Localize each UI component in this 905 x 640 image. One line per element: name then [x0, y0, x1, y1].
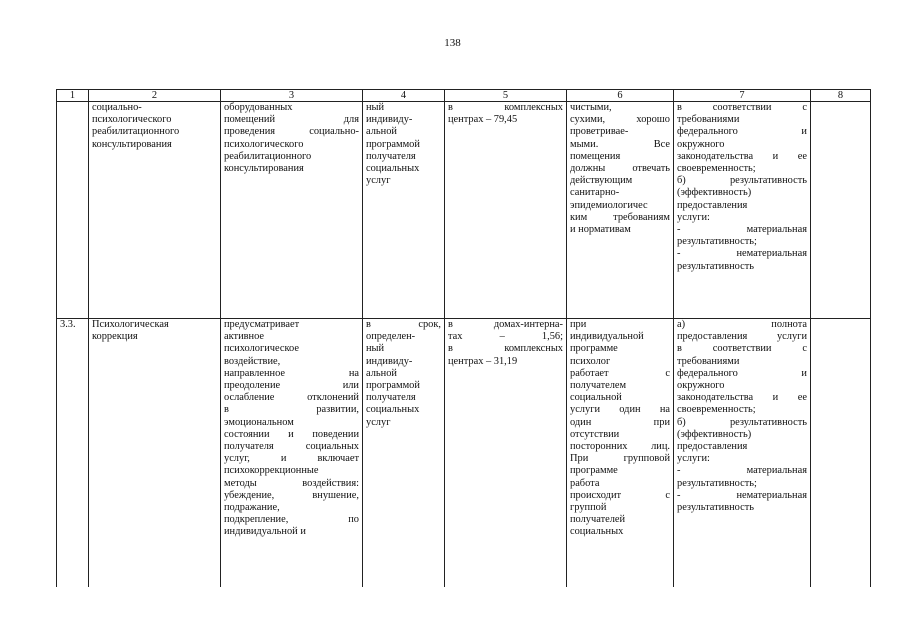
- cell-line: программой: [366, 380, 420, 392]
- cell-line: ослабление отклонений: [224, 392, 359, 404]
- cell-line: индивидуальной и: [224, 526, 306, 538]
- cell-line: услуги:: [677, 211, 710, 223]
- cell-line: социальных: [366, 163, 420, 175]
- cell-line: альной: [366, 367, 397, 379]
- cell-line: результативность: [677, 260, 755, 272]
- cell-line: услуг: [366, 416, 391, 428]
- cell-conditions: [567, 319, 674, 588]
- column-number: 7: [674, 90, 811, 102]
- cell-line: своевременность;: [677, 404, 756, 416]
- cell-line: индивидуальной: [570, 331, 644, 343]
- services-table: [56, 89, 871, 587]
- cell-line: убеждение, внушение,: [224, 489, 359, 501]
- cell-line: требованиями: [677, 355, 740, 367]
- cell-line: при: [570, 319, 587, 330]
- cell-line: федерального и: [677, 367, 807, 379]
- cell-line: (эффективность): [677, 187, 752, 199]
- column-number: 5: [445, 90, 567, 102]
- cell-line: подкрепление, по: [224, 514, 359, 526]
- cell-line: группой: [570, 502, 607, 514]
- page-number: 138: [444, 37, 461, 49]
- cell-line: и нормативам: [570, 224, 631, 236]
- cell-term: [363, 102, 445, 319]
- cell-line: получателя: [366, 150, 416, 162]
- cell-line: получателя: [366, 392, 416, 404]
- cell-line: психологического: [224, 138, 304, 150]
- cell-line: сухими, хорошо: [570, 114, 670, 126]
- cell-line: альной: [366, 126, 397, 138]
- column-number: 6: [567, 90, 674, 102]
- cell-service-name: [89, 319, 221, 588]
- cell-line: - нематериальная: [677, 489, 807, 501]
- cell-line: в домах-интерна-: [448, 319, 563, 330]
- cell-line: получателя социальных: [224, 441, 359, 453]
- cell-line: методы воздействия:: [224, 477, 359, 489]
- cell-number: [57, 319, 89, 588]
- cell-notes: [811, 319, 871, 588]
- cell-line: отсутствии: [570, 428, 620, 440]
- cell-line: реабилитационного: [224, 150, 312, 162]
- cell-line: результативность;: [677, 236, 757, 248]
- column-number: 4: [363, 90, 445, 102]
- cell-line: своевременность;: [677, 163, 756, 175]
- cell-line: в соответствии с: [677, 343, 807, 355]
- cell-line: программе: [570, 465, 618, 477]
- cell-line: результативность: [677, 502, 755, 514]
- column-number: 1: [57, 90, 89, 102]
- cell-line: услуг, и включает: [224, 453, 359, 465]
- cell-line: реабилитационного: [92, 126, 180, 138]
- cell-line: чистыми,: [570, 102, 612, 113]
- cell-line: 3.3.: [60, 319, 76, 330]
- cell-description: [221, 319, 363, 588]
- cell-line: предусматривает: [224, 319, 300, 330]
- cell-line: в комплексных: [448, 102, 563, 113]
- cell-line: консультирования: [224, 163, 304, 175]
- cell-line: мыми. Все: [570, 138, 670, 150]
- cell-line: ный: [366, 102, 385, 113]
- cell-line: в комплексных: [448, 343, 563, 355]
- table-row: [57, 102, 871, 319]
- cell-line: психологическое: [224, 343, 299, 355]
- cell-line: проветривае-: [570, 126, 629, 138]
- cell-line: психологического: [92, 114, 172, 126]
- cell-line: услуг: [366, 175, 391, 187]
- cell-line: помещения: [570, 150, 621, 162]
- cell-line: (эффективность): [677, 428, 752, 440]
- cell-line: услуги один на: [570, 404, 670, 416]
- cell-notes: [811, 102, 871, 319]
- cell-line: - материальная: [677, 224, 807, 236]
- cell-line: один при: [570, 416, 670, 428]
- cell-tariff: [445, 319, 567, 588]
- cell-line: происходит с: [570, 489, 670, 501]
- column-number: 2: [89, 90, 221, 102]
- cell-line: работает с: [570, 367, 670, 379]
- cell-line: ный: [366, 343, 385, 355]
- cell-line: в срок,: [366, 319, 441, 330]
- cell-line: направленное на: [224, 367, 359, 379]
- cell-line: действующим: [570, 175, 633, 187]
- cell-line: ким требованиям: [570, 211, 670, 223]
- cell-line: санитарно-: [570, 187, 620, 199]
- cell-line: программой: [366, 138, 420, 150]
- cell-line: работа: [570, 477, 600, 489]
- table-row: [57, 319, 871, 588]
- cell-line: тах – 1,56;: [448, 331, 563, 343]
- cell-line: услуги:: [677, 453, 710, 465]
- cell-line: должны отвечать: [570, 163, 670, 175]
- cell-line: получателей: [570, 514, 626, 526]
- column-number: 3: [221, 90, 363, 102]
- cell-line: проведения социально-: [224, 126, 359, 138]
- cell-line: - нематериальная: [677, 248, 807, 260]
- cell-line: индивиду-: [366, 114, 413, 126]
- cell-line: предоставления: [677, 441, 748, 453]
- cell-line: оборудованных: [224, 102, 293, 113]
- cell-line: законодательства и ее: [677, 150, 807, 162]
- cell-line: требованиями: [677, 114, 740, 126]
- cell-line: законодательства и ее: [677, 392, 807, 404]
- cell-line: психокоррекционные: [224, 465, 319, 477]
- cell-line: а) полнота: [677, 319, 807, 330]
- cell-line: предоставления услуги: [677, 331, 807, 343]
- cell-line: центрах – 31,19: [448, 355, 518, 367]
- cell-line: социальной: [570, 392, 622, 404]
- cell-line: социально-: [92, 102, 142, 113]
- cell-line: посторонних лиц.: [570, 441, 670, 453]
- cell-conditions: [567, 102, 674, 319]
- cell-line: индивиду-: [366, 355, 413, 367]
- cell-line: федерального и: [677, 126, 807, 138]
- cell-service-name: [89, 102, 221, 319]
- cell-line: эмоциональном: [224, 416, 294, 428]
- column-number: 8: [811, 90, 871, 102]
- cell-description: [221, 102, 363, 319]
- cell-line: При групповой: [570, 453, 670, 465]
- cell-line: б) результативность: [677, 175, 807, 187]
- cell-line: подражание,: [224, 502, 280, 514]
- cell-line: б) результативность: [677, 416, 807, 428]
- cell-line: социальных: [570, 526, 624, 538]
- cell-line: помещений для: [224, 114, 359, 126]
- cell-tariff: [445, 102, 567, 319]
- cell-line: воздействие,: [224, 355, 281, 367]
- cell-line: программе: [570, 343, 618, 355]
- cell-line: в развитии,: [224, 404, 359, 416]
- cell-line: результативность;: [677, 477, 757, 489]
- cell-line: в соответствии с: [677, 102, 807, 113]
- cell-line: - материальная: [677, 465, 807, 477]
- cell-line: предоставления: [677, 199, 748, 211]
- cell-line: преодоление или: [224, 380, 359, 392]
- cell-line: социальных: [366, 404, 420, 416]
- cell-line: окружного: [677, 380, 725, 392]
- cell-term: [363, 319, 445, 588]
- cell-line: состоянии и поведении: [224, 428, 359, 440]
- cell-line: консультирования: [92, 138, 172, 150]
- cell-line: психолог: [570, 355, 611, 367]
- cell-number: [57, 102, 89, 319]
- cell-line: получателем: [570, 380, 627, 392]
- column-number-row: [57, 90, 871, 102]
- cell-line: эпидемиологичес: [570, 199, 648, 211]
- cell-line: окружного: [677, 138, 725, 150]
- cell-line: определен-: [366, 331, 416, 343]
- cell-line: коррекция: [92, 331, 138, 343]
- cell-line: центрах – 79,45: [448, 114, 518, 126]
- cell-line: активное: [224, 331, 265, 343]
- cell-quality-indicators: [674, 102, 811, 319]
- cell-line: Психологическая: [92, 319, 169, 330]
- cell-quality-indicators: [674, 319, 811, 588]
